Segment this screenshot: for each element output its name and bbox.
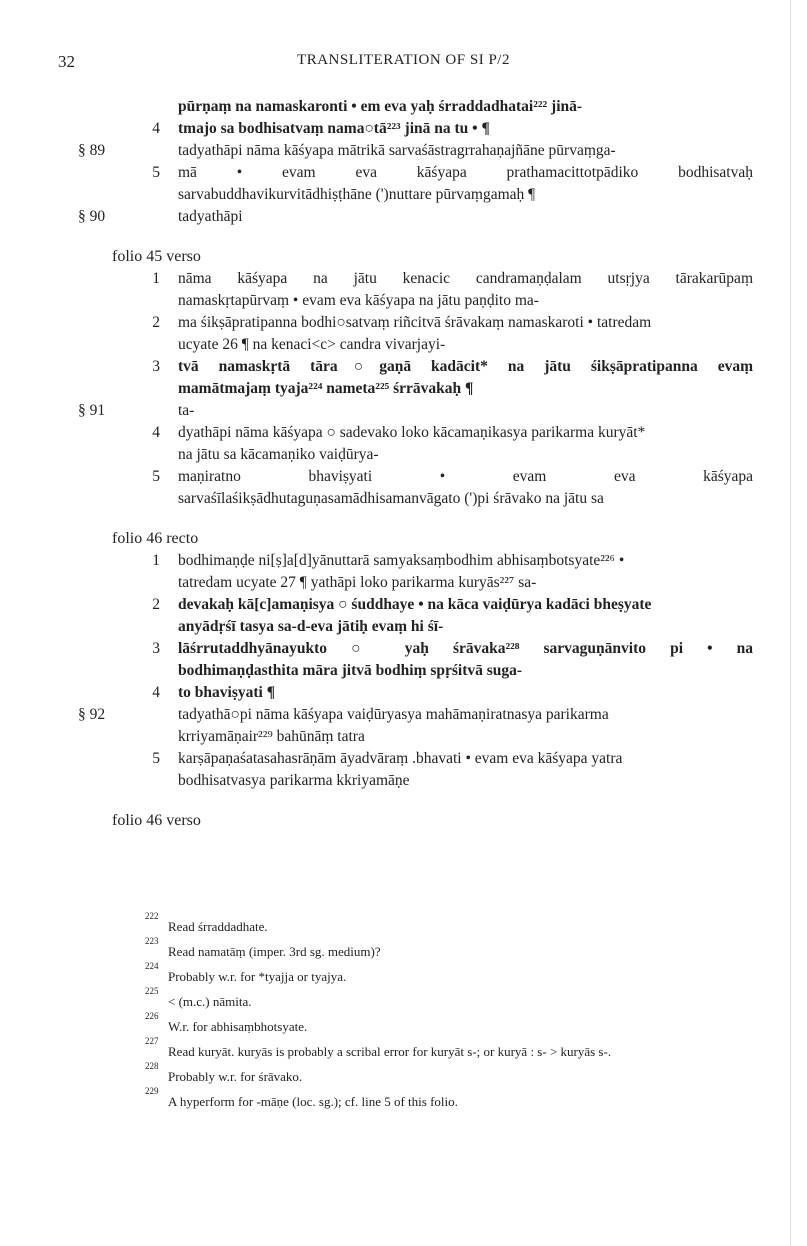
text-line <box>0 422 807 444</box>
line-number: 3 <box>152 640 160 657</box>
text-line <box>0 400 807 422</box>
line-text: sarvaśīlaśikṣādhutaguṇasamādhisamanvāgato (')pi śrāvako na jātu sa <box>178 490 604 507</box>
text-line <box>0 638 807 660</box>
text-line <box>0 594 807 616</box>
line-text: sarvabuddhavikurvitādhiṣṭhāne (')nuttare pūrvaṃgamaḥ ¶ <box>178 186 536 203</box>
line-text: bodhisatvasya parikarma kkriyamāṇe <box>178 772 410 789</box>
line-text: dyathāpi nāma kāśyapa ○ sadevako loko kācamaṇikasya parikarma kuryāt* <box>178 424 646 441</box>
text-line <box>0 466 807 488</box>
line-number: 5 <box>152 468 160 485</box>
text-line <box>0 312 807 334</box>
line-text: lāśrrutaddhyānayukto ○ yaḥ śrāvaka²²⁸ sarvaguṇānvito pi • na <box>178 640 753 657</box>
text-line <box>0 660 807 682</box>
line-text: mamātmajaṃ tyaja²²⁴ nameta²²⁵ śrrāvakaḥ ¶ <box>178 380 474 397</box>
footnote-number: 223 <box>145 936 159 946</box>
folio-heading <box>0 528 807 550</box>
folio-heading <box>0 810 807 832</box>
folio-45-verso-lines <box>0 268 807 510</box>
line-text: anyādṛśī tasya sa-d-eva jātiḥ evaṃ hi śī- <box>178 618 444 635</box>
footnote-number: 222 <box>145 911 159 921</box>
line-text: karṣāpaṇaśatasahasrāṇām āyadvāraṃ .bhavati • evam eva kāśyapa yatra <box>178 750 623 767</box>
line-text: krriyamāṇair²²⁹ bahūnāṃ tatra <box>178 728 365 745</box>
paragraph-number: § 89 <box>78 142 106 159</box>
footnote-number: 227 <box>145 1036 159 1046</box>
footnote-number: 224 <box>145 961 159 971</box>
footnote-text: Read namatāṃ (imper. 3rd sg. medium)? <box>168 944 381 959</box>
text-line <box>0 184 807 206</box>
line-text: pūrṇaṃ na namaskaronti • em eva yaḥ śrraddadhatai²²² jinā- <box>178 98 583 115</box>
text-line <box>0 748 807 770</box>
line-number: 2 <box>152 596 160 613</box>
footnote <box>145 1011 745 1039</box>
footnote-text: A hyperform for -māṇe (loc. sg.); cf. line 5 of this folio. <box>168 1094 458 1109</box>
footnote <box>145 911 745 939</box>
line-text: tadyathāpi nāma kāśyapa mātrikā sarvaśāstragrrahaṇajñāne pūrvaṃga- <box>178 142 616 159</box>
folio-46-recto-label: folio 46 recto <box>112 530 199 547</box>
text-line <box>0 444 807 466</box>
footnote-number: 229 <box>145 1086 159 1096</box>
text-line <box>0 550 807 572</box>
footnote-text: < (m.c.) nāmita. <box>168 994 252 1009</box>
footnote-number: 225 <box>145 986 159 996</box>
text-line <box>0 378 807 400</box>
footnote-text: Probably w.r. for śrāvako. <box>168 1069 303 1084</box>
running-title: TRANSLITERATION OF SI P/2 <box>297 52 510 68</box>
paragraph-number: § 90 <box>78 208 106 225</box>
paragraph-number: § 91 <box>78 402 106 419</box>
text-line <box>0 704 807 726</box>
text-line <box>0 290 807 312</box>
line-text: devakaḥ kā[c]amaṇisya ○ śuddhaye • na kāca vaiḍūrya kadāci bheṣyate <box>178 596 652 613</box>
footnote-number: 228 <box>145 1061 159 1071</box>
line-text: ucyate 26 ¶ na kenaci<c> candra vivarjayi- <box>178 336 446 353</box>
line-text: na jātu sa kācamaṇiko vaiḍūrya- <box>178 446 379 463</box>
line-number: 5 <box>152 750 160 767</box>
text-line <box>0 488 807 510</box>
line-text: bodhimaṇḍasthita māra jitvā bodhiṃ spṛśitvā suga- <box>178 662 523 679</box>
folio-45-verso-label: folio 45 verso <box>112 248 201 265</box>
line-text: tatredam ucyate 27 ¶ yathāpi loko parikarma kuryās²²⁷ sa- <box>178 574 537 591</box>
line-text: namaskṛtapūrvaṃ • evam eva kāśyapa na jātu paṇḍito ma- <box>178 292 539 309</box>
footnote <box>145 961 745 989</box>
page-header <box>0 52 807 78</box>
line-number: 3 <box>152 358 160 375</box>
folio-heading <box>0 246 807 268</box>
transliteration-body <box>0 96 807 832</box>
opening-lines <box>0 96 807 228</box>
text-line <box>0 770 807 792</box>
footnote-number: 226 <box>145 1011 159 1021</box>
text-line <box>0 334 807 356</box>
footnote-text: Read śrraddadhate. <box>168 919 268 934</box>
footnote <box>145 986 745 1014</box>
line-number: 4 <box>152 120 160 137</box>
text-line <box>0 616 807 638</box>
footnote <box>145 1036 745 1064</box>
line-number: 1 <box>152 270 160 287</box>
line-text: mā • evam eva kāśyapa prathamacittotpādiko bodhisatvaḥ <box>178 164 753 181</box>
line-text: ma śikṣāpratipanna bodhi○satvaṃ riñcitvā śrāvakaṃ namaskaroti • tatredam <box>178 314 652 331</box>
footnote-text: Probably w.r. for *tyajja or tyajya. <box>168 969 347 984</box>
line-text: tadyathā○pi nāma kāśyapa vaiḍūryasya mahāmaṇiratnasya parikarma <box>178 706 609 723</box>
footnotes <box>145 911 745 1114</box>
line-number: 4 <box>152 424 160 441</box>
folio-46-recto-lines <box>0 550 807 792</box>
text-line <box>0 140 807 162</box>
line-text: tvā namaskṛtā tāra○gaṇā kadācit* na jātu śikṣāpratipanna evaṃ <box>178 358 753 375</box>
footnote <box>145 936 745 964</box>
footnote-text: Read kuryāt. kuryās is probably a scribal error for kuryāt s-; or kuryā : s- > kuryās s-. <box>168 1044 612 1059</box>
footnote <box>145 1061 745 1089</box>
line-number: 1 <box>152 552 160 569</box>
paragraph-number: § 92 <box>78 706 106 723</box>
footnote-text: W.r. for abhisaṃbhotsyate. <box>168 1019 308 1034</box>
page-number: 32 <box>58 52 75 71</box>
folio-46-verso-label: folio 46 verso <box>112 812 201 829</box>
text-line <box>0 572 807 594</box>
footnote <box>145 1086 745 1114</box>
text-line <box>0 206 807 228</box>
text-line <box>0 726 807 748</box>
line-text: ta- <box>178 402 195 419</box>
line-text: tmajo sa bodhisatvaṃ nama○tā²²³ jinā na tu • ¶ <box>178 120 490 137</box>
text-line <box>0 162 807 184</box>
line-text: maṇiratno bhaviṣyati • evam eva kāśyapa <box>178 468 753 485</box>
text-line <box>0 118 807 140</box>
text-line <box>0 356 807 378</box>
text-line <box>0 268 807 290</box>
line-text: tadyathāpi <box>178 208 243 225</box>
text-line <box>0 682 807 704</box>
line-text: nāma kāśyapa na jātu kenacic candramaṇḍalam utsṛjya tārakarūpaṃ <box>178 270 753 287</box>
line-text: to bhaviṣyati ¶ <box>178 684 276 701</box>
line-number: 2 <box>152 314 160 331</box>
text-line <box>0 96 807 118</box>
line-number: 5 <box>152 164 160 181</box>
line-number: 4 <box>152 684 160 701</box>
line-text: bodhimaṇḍe ni[ṣ]a[d]yānuttarā samyaksaṃbodhim abhisaṃbotsyate²²⁶ • <box>178 552 625 569</box>
